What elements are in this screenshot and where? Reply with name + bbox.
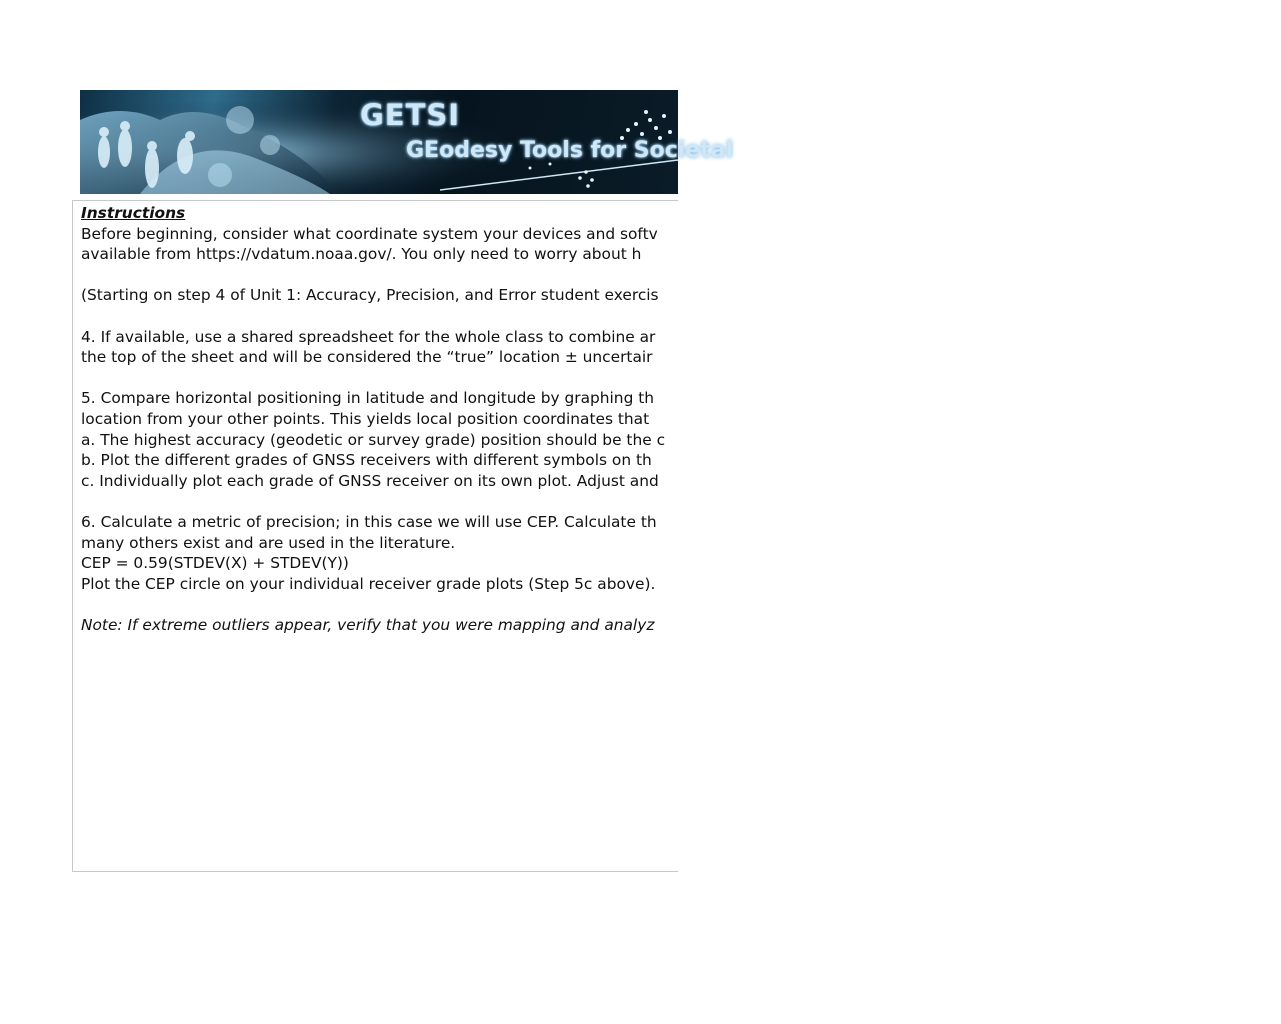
intro-line: Before beginning, consider what coordinate system your devices and softv <box>81 224 658 243</box>
step6-line: 6. Calculate a metric of precision; in this case we will use CEP. Calculate th <box>81 512 657 531</box>
step5b-line: b. Plot the different grades of GNSS receivers with different symbols on th <box>81 451 652 470</box>
step4-line: 4. If available, use a shared spreadsheet for the whole class to combine ar <box>81 327 656 346</box>
step5-line: location from your other points. This yields local position coordinates that <box>81 409 650 428</box>
blank-row <box>81 594 1281 615</box>
getsi-banner <box>80 90 734 194</box>
banner-title: GETSI <box>360 98 461 132</box>
step6-line: Plot the CEP circle on your individual receiver grade plots (Step 5c above). <box>81 574 656 593</box>
blank-row <box>81 368 1281 389</box>
step5a-line: a. The highest accuracy (geodetic or survey grade) position should be the c <box>81 430 666 449</box>
banner-subtitle: GEodesy Tools for Societal <box>406 138 734 163</box>
blank-row <box>81 265 1281 286</box>
blank-row <box>81 491 1281 512</box>
instructions-heading: Instructions <box>81 204 186 222</box>
step5-line: 5. Compare horizontal positioning in latitude and longitude by graphing th <box>81 389 655 408</box>
start-note: (Starting on step 4 of Unit 1: Accuracy, Precision, and Error student exercis <box>81 286 659 305</box>
intro-line: available from https://vdatum.noaa.gov/. You only need to worry about h <box>81 245 642 264</box>
outlier-note: Note: If extreme outliers appear, verify that you were mapping and analyz <box>81 615 655 634</box>
step4-line: the top of the sheet and will be considered the “true” location ± uncertair <box>81 348 653 367</box>
instructions-sheet <box>72 200 678 872</box>
cep-formula: CEP = 0.59(STDEV(X) + STDEV(Y)) <box>81 554 349 573</box>
step5c-line: c. Individually plot each grade of GNSS receiver on its own plot. Adjust and <box>81 471 659 490</box>
blank-row <box>81 306 1281 327</box>
step6-line: many others exist and are used in the literature. <box>81 533 456 552</box>
instructions-content <box>81 203 1281 635</box>
